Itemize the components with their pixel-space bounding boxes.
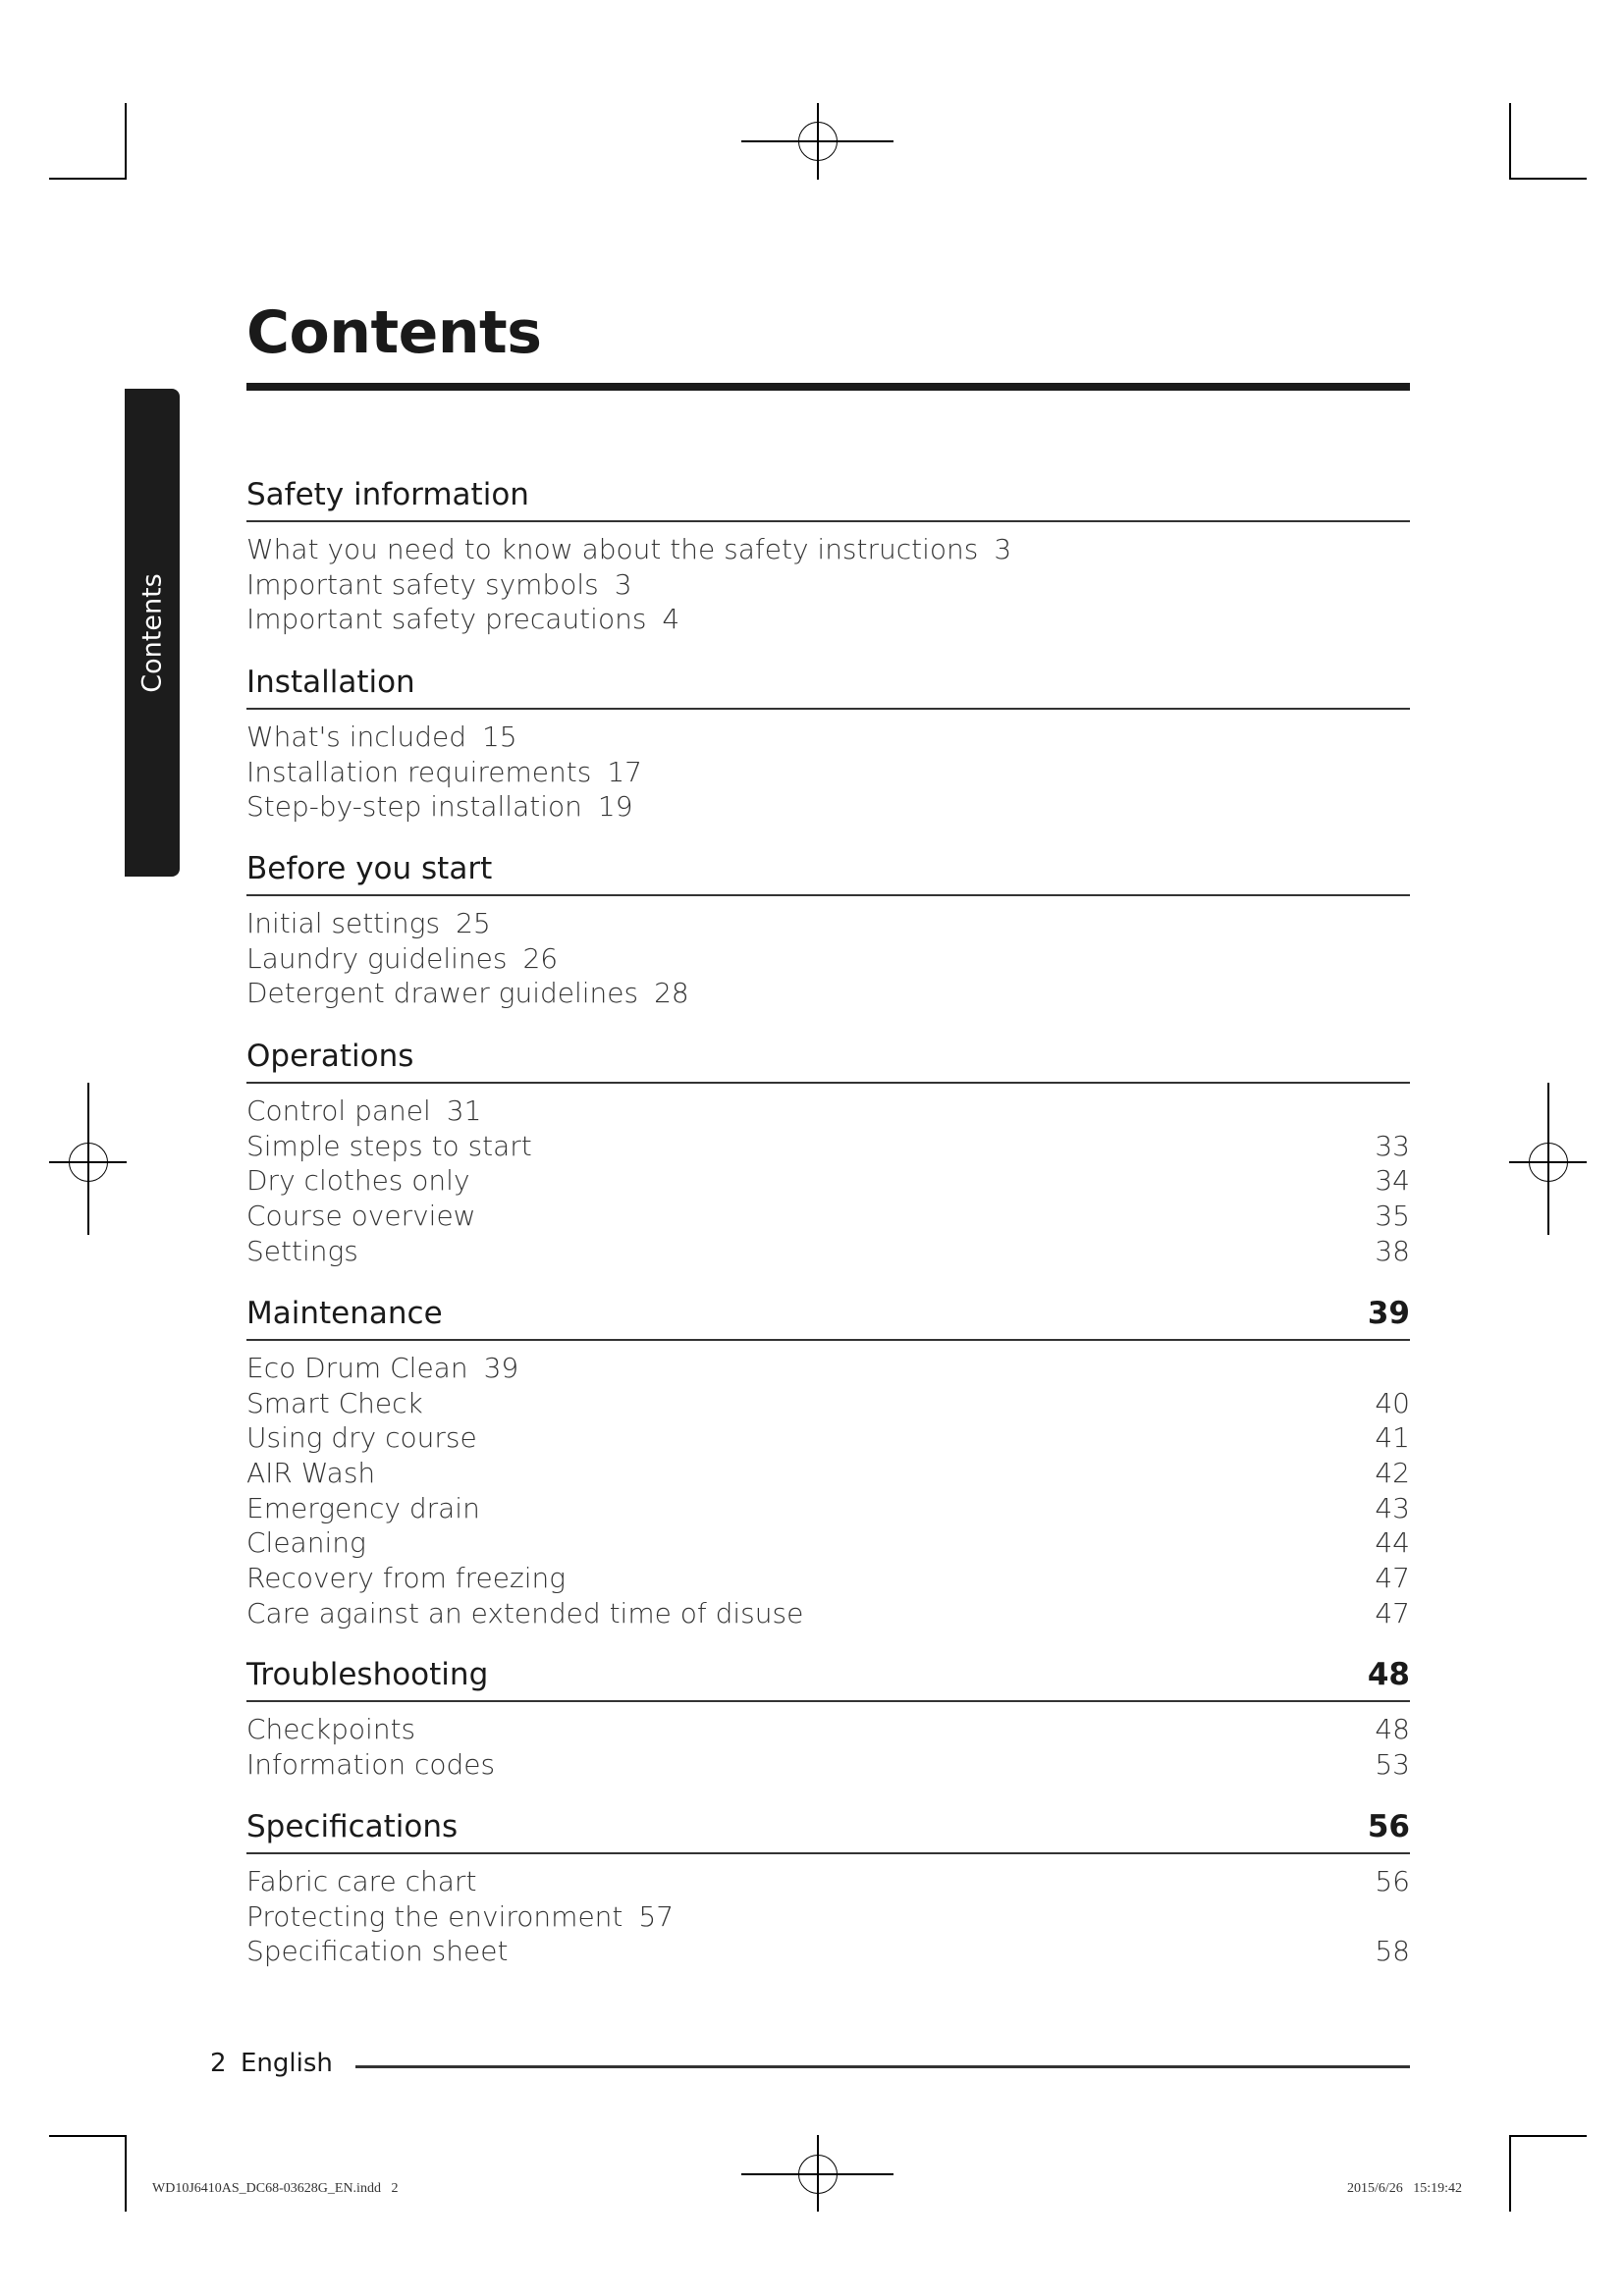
toc-item-title: Smart Check	[246, 1386, 423, 1419]
toc-item-list	[246, 1351, 1410, 1631]
toc-section-heading[interactable]	[246, 473, 1410, 522]
toc-item-title: Eco Drum Clean	[246, 1352, 468, 1384]
toc-item-page: 57	[638, 1899, 675, 1933]
toc-item-title: Detergent drawer guidelines	[246, 977, 639, 1010]
toc-section-heading[interactable]	[246, 1292, 1410, 1341]
footer-rule	[355, 2065, 1410, 2068]
toc-section-page: 39	[1367, 1296, 1410, 1331]
toc-item[interactable]	[246, 1094, 1410, 1129]
toc-item[interactable]	[246, 1712, 1410, 1747]
toc-item[interactable]	[246, 755, 1410, 790]
toc-item-title-wrap	[246, 532, 1011, 567]
toc-item[interactable]	[246, 567, 1410, 603]
toc-section-heading[interactable]	[246, 1653, 1410, 1702]
toc-item-page: 38	[1375, 1234, 1410, 1267]
toc-item-title: Emergency drain	[246, 1491, 480, 1524]
toc-item-page: 48	[1375, 1713, 1410, 1745]
toc-section-title: Operations	[246, 1039, 414, 1074]
toc-item-page: 39	[483, 1352, 519, 1384]
toc-item-title-wrap	[246, 567, 632, 603]
toc-item-title: Important safety symbols	[246, 567, 599, 601]
toc-item-page: 53	[1375, 1747, 1410, 1781]
toc-item-title: Step-by-step installation	[246, 790, 582, 824]
toc-section	[246, 473, 1410, 637]
toc-item-title-wrap	[246, 602, 679, 637]
toc-item-title-wrap	[246, 941, 558, 977]
toc-section	[246, 847, 1410, 1011]
toc-section-title: Maintenance	[246, 1296, 443, 1331]
toc-item[interactable]	[246, 1561, 1410, 1596]
toc-item-title: What's included	[246, 721, 466, 753]
toc-item-page: 15	[481, 721, 517, 753]
toc-section	[246, 661, 1410, 825]
toc-item[interactable]	[246, 1899, 1410, 1935]
toc-item-page: 34	[1375, 1164, 1410, 1198]
toc-item-page: 28	[654, 977, 689, 1010]
toc-item-title: Checkpoints	[246, 1713, 416, 1745]
toc-section-title: Before you start	[246, 851, 493, 886]
toc-item-page: 19	[597, 790, 633, 824]
toc-item-list	[246, 1864, 1410, 1969]
toc-item-title: Information codes	[246, 1747, 496, 1781]
toc-section	[246, 1035, 1410, 1268]
toc-item[interactable]	[246, 1199, 1410, 1234]
toc-item[interactable]	[246, 1351, 1410, 1386]
toc-section-page: 48	[1367, 1657, 1410, 1692]
side-tab	[125, 389, 180, 877]
toc-item-page: 47	[1375, 1562, 1410, 1595]
toc-item-title: Dry clothes only	[246, 1164, 470, 1198]
toc-item[interactable]	[246, 720, 1410, 755]
toc-item-page: 26	[522, 941, 559, 975]
toc-item-page: 56	[1375, 1865, 1410, 1897]
toc-item-title: Initial settings	[246, 907, 441, 939]
toc-item[interactable]	[246, 1386, 1410, 1421]
toc-item[interactable]	[246, 1456, 1410, 1491]
title-rule	[246, 383, 1410, 391]
toc-item[interactable]	[246, 1163, 1410, 1199]
toc-item[interactable]	[246, 1491, 1410, 1526]
toc-section	[246, 1653, 1410, 1782]
toc-item[interactable]	[246, 1420, 1410, 1456]
toc-item[interactable]	[246, 789, 1410, 825]
toc-item-page: 35	[1375, 1200, 1410, 1233]
toc-item-page: 25	[456, 907, 491, 939]
toc-item-title-wrap	[246, 906, 491, 941]
toc-item[interactable]	[246, 1864, 1410, 1899]
toc-item-page: 47	[1375, 1596, 1410, 1629]
toc-section-page: 56	[1367, 1809, 1410, 1844]
toc-item-list	[246, 1712, 1410, 1782]
toc-item-page: 3	[614, 567, 632, 601]
toc-section-title: Specifications	[246, 1809, 459, 1844]
toc-item-list	[246, 906, 1410, 1011]
toc-item-page: 3	[994, 533, 1012, 565]
side-tab-label: Contents	[136, 572, 168, 693]
toc-item-page: 43	[1375, 1491, 1410, 1524]
footer-language: English	[241, 2049, 333, 2078]
toc-item-title: Control panel	[246, 1095, 431, 1127]
toc-section-title: Installation	[246, 665, 415, 700]
toc-item-title-wrap	[246, 1351, 518, 1386]
toc-item-title: Specification sheet	[246, 1935, 509, 1968]
toc-item[interactable]	[246, 1129, 1410, 1164]
page-title: Contents	[246, 298, 542, 367]
toc-item[interactable]	[246, 1747, 1410, 1783]
toc-item[interactable]	[246, 1234, 1410, 1269]
toc-item-title-wrap	[246, 720, 517, 755]
toc-item[interactable]	[246, 602, 1410, 637]
toc-item-title: Important safety precautions	[246, 603, 647, 636]
toc-section-heading[interactable]	[246, 661, 1410, 710]
toc-item-title: Settings	[246, 1234, 358, 1267]
toc-item-title: Protecting the environment	[246, 1899, 623, 1933]
toc-item[interactable]	[246, 532, 1410, 567]
footer-page-number: 2	[210, 2049, 227, 2078]
toc-item-title: Simple steps to start	[246, 1129, 532, 1162]
toc-item-page: 41	[1375, 1421, 1410, 1455]
toc-item-title: Installation requirements	[246, 755, 592, 788]
toc-item-title-wrap	[246, 789, 633, 825]
toc-item-title-wrap	[246, 1899, 674, 1935]
toc-item-page: 44	[1375, 1526, 1410, 1560]
slug-file-name: WD10J6410AS_DC68-03628G_EN.indd 2	[152, 2181, 399, 2196]
toc-item-page: 42	[1375, 1457, 1410, 1490]
toc-item-title: AIR Wash	[246, 1457, 376, 1490]
toc-item-list	[246, 720, 1410, 825]
toc-item-list	[246, 532, 1410, 637]
toc-item-title: Fabric care chart	[246, 1865, 477, 1897]
toc-section	[246, 1805, 1410, 1969]
toc-item-page: 17	[607, 755, 642, 788]
toc-section-title: Safety information	[246, 477, 529, 512]
toc-section-title: Troubleshooting	[246, 1657, 489, 1692]
toc-section	[246, 1292, 1410, 1631]
toc-item-page: 33	[1375, 1129, 1410, 1162]
toc-item-page: 58	[1375, 1935, 1410, 1968]
toc-item[interactable]	[246, 1934, 1410, 1969]
toc-section-heading[interactable]	[246, 1035, 1410, 1084]
slug-timestamp: 2015/6/26 15:19:42	[1347, 2181, 1463, 2196]
toc-item-title: Laundry guidelines	[246, 941, 508, 975]
toc-item-page: 40	[1375, 1386, 1410, 1419]
toc-item-title-wrap	[246, 755, 642, 790]
toc-item-title: Recovery from freezing	[246, 1562, 567, 1595]
toc-item-title: What you need to know about the safety instructions	[246, 533, 979, 565]
toc-section-heading[interactable]	[246, 847, 1410, 896]
toc-section-heading[interactable]	[246, 1805, 1410, 1854]
toc-item-title: Care against an extended time of disuse	[246, 1596, 804, 1629]
toc-item-title: Using dry course	[246, 1421, 477, 1455]
toc-item-title: Cleaning	[246, 1526, 366, 1560]
toc-item-page: 4	[662, 603, 680, 636]
toc-item-title-wrap	[246, 1094, 481, 1129]
toc-item[interactable]	[246, 941, 1410, 977]
toc-item[interactable]	[246, 1596, 1410, 1631]
toc-item[interactable]	[246, 976, 1410, 1011]
toc-item[interactable]	[246, 906, 1410, 941]
toc-item-title-wrap	[246, 976, 689, 1011]
toc-item-page: 31	[446, 1095, 482, 1127]
toc-item[interactable]	[246, 1525, 1410, 1561]
toc-item-list	[246, 1094, 1410, 1268]
toc-item-title: Course overview	[246, 1200, 476, 1233]
